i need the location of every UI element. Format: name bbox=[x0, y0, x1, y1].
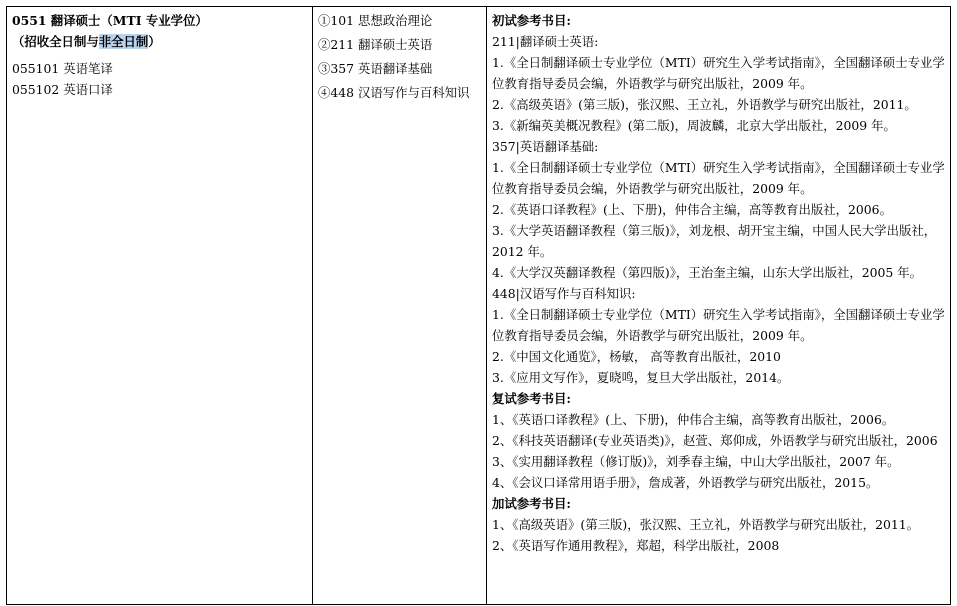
subject-448-heading: 448|汉语写作与百科知识: bbox=[492, 286, 636, 301]
subject-211-heading: 211|翻译硕士英语: bbox=[492, 34, 599, 49]
enrollment-prefix: （招收全日制与 bbox=[12, 34, 99, 49]
initial-exam-heading: 初试参考书目: bbox=[492, 13, 571, 28]
program-cell bbox=[7, 7, 313, 605]
direction-item: 055101 英语笔译 bbox=[12, 61, 113, 76]
exam-subjects-cell bbox=[313, 7, 487, 605]
reference-item: 2.《高级英语》(第三版)，张汉熙、王立礼，外语教学与研究出版社，2011。 bbox=[492, 97, 917, 112]
selected-text-highlight: 非全日制 bbox=[98, 34, 149, 49]
reference-item: 3、《实用翻译教程（修订版)》，刘季春主编，中山大学出版社，2007 年。 bbox=[492, 454, 900, 469]
reference-books-cell bbox=[487, 7, 951, 605]
extra-test-heading: 加试参考书目: bbox=[492, 496, 571, 511]
reference-item: 1、《高级英语》(第三版)，张汉熙、王立礼，外语教学与研究出版社，2011。 bbox=[492, 517, 919, 532]
enrollment-suffix: ） bbox=[148, 34, 161, 49]
program-title: 0551 翻译硕士（MTI 专业学位） bbox=[12, 13, 208, 28]
exam-subject: ③357 英语翻译基础 bbox=[318, 61, 433, 76]
reference-item: 1.《全日制翻译硕士专业学位（MTI）研究生入学考试指南》，全国翻译硕士专业学位教育指导委员会编，外语教学与研究出版社，2009 年。 bbox=[492, 160, 945, 196]
direction-item: 055102 英语口译 bbox=[12, 82, 113, 97]
reference-item: 3.《新编英美概况教程》(第二版)，周波麟，北京大学出版社，2009 年。 bbox=[492, 118, 896, 133]
exam-subject: ④448 汉语写作与百科知识 bbox=[318, 85, 470, 100]
table-row bbox=[7, 7, 951, 605]
reference-item: 2、《科技英语翻译(专业英语类)》，赵萱、郑仰成，外语教学与研究出版社，2006 bbox=[492, 433, 938, 448]
reference-item: 2.《英语口译教程》(上、下册)，仲伟合主编，高等教育出版社，2006。 bbox=[492, 202, 892, 217]
exam-subject: ②211 翻译硕士英语 bbox=[318, 37, 433, 52]
enrollment-note bbox=[12, 31, 308, 52]
reference-item: 1、《英语口译教程》(上、下册)，仲伟合主编，高等教育出版社，2006。 bbox=[492, 412, 895, 427]
subject-357-heading: 357|英语翻译基础: bbox=[492, 139, 599, 154]
reference-item: 2、《英语写作通用教程》，郑超，科学出版社，2008 bbox=[492, 538, 780, 553]
program-table bbox=[6, 6, 951, 605]
reference-item: 2.《中国文化通览》，杨敏， 高等教育出版社，2010 bbox=[492, 349, 781, 364]
reference-item: 3.《大学英语翻译教程（第三版)》，刘龙根、胡开宝主编，中国人民大学出版社，2012 年。 bbox=[492, 223, 937, 259]
exam-subject: ①101 思想政治理论 bbox=[318, 13, 433, 28]
reference-item: 3.《应用文写作》，夏晓鸣，复旦大学出版社，2014。 bbox=[492, 370, 790, 385]
reference-item: 4、《会议口译常用语手册》，詹成著，外语教学与研究出版社，2015。 bbox=[492, 475, 879, 490]
retest-heading: 复试参考书目: bbox=[492, 391, 571, 406]
reference-item: 1.《全日制翻译硕士专业学位（MTI）研究生入学考试指南》，全国翻译硕士专业学位教育指导委员会编，外语教学与研究出版社，2009 年。 bbox=[492, 307, 945, 343]
reference-item: 4.《大学汉英翻译教程（第四版)》，王治奎主编，山东大学出版社，2005 年。 bbox=[492, 265, 923, 280]
reference-item: 1.《全日制翻译硕士专业学位（MTI）研究生入学考试指南》，全国翻译硕士专业学位教育指导委员会编，外语教学与研究出版社，2009 年。 bbox=[492, 55, 945, 91]
